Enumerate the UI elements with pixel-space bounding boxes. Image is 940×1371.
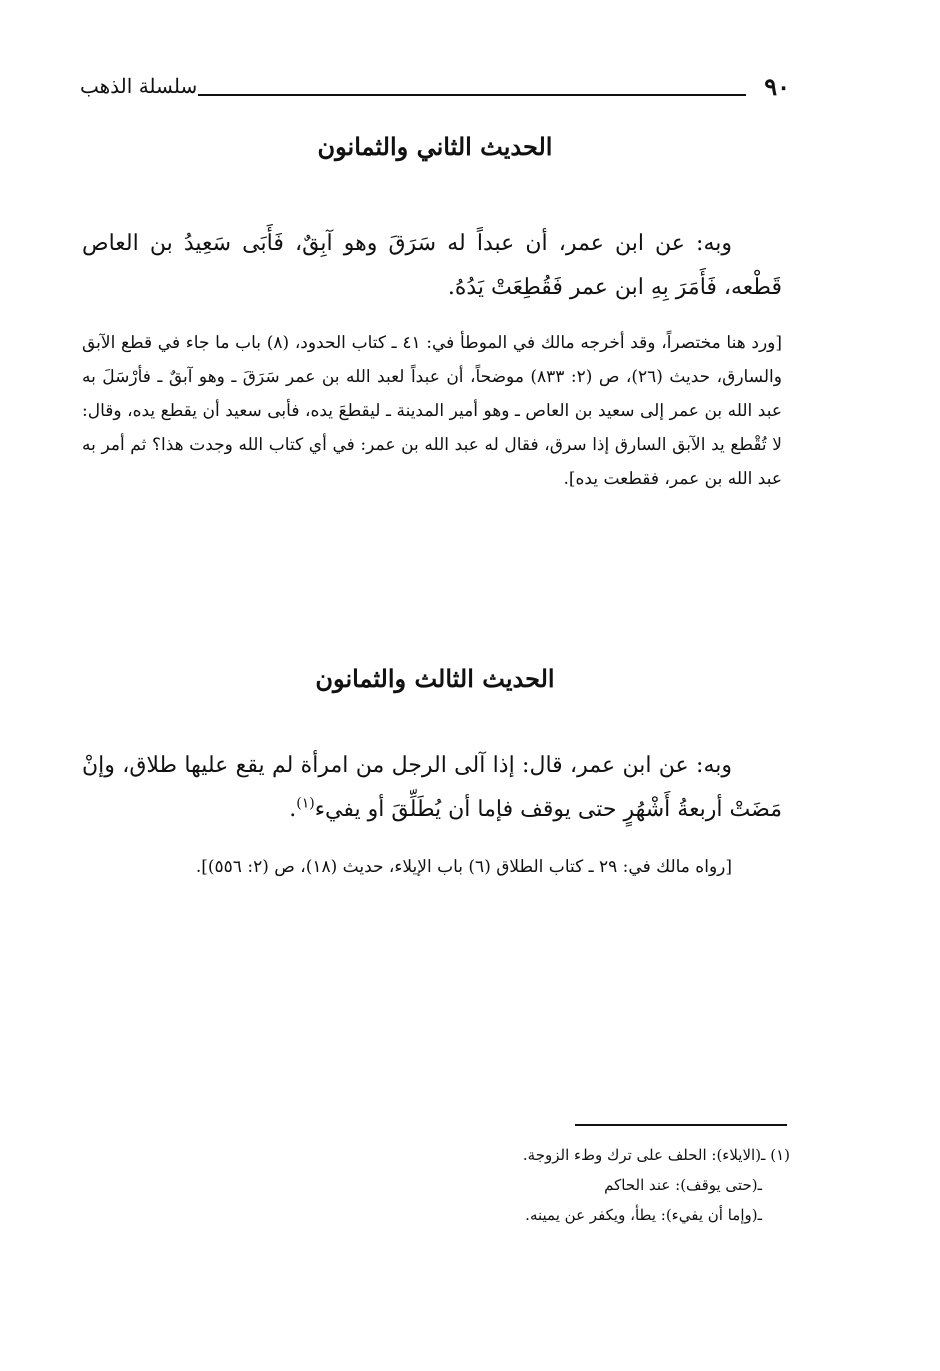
- footnote-rule: [575, 1124, 787, 1126]
- footnotes: [380, 1140, 790, 1230]
- hadith-82-note-body: [ورد هنا مختصراً، وقد أخرجه مالك في الموطأ في: ٤١ ـ كتاب الحدود، (٨) باب ما جاء في قطع الآبق والسارق، حديث (٢٦)، ص (٢: ٨٣٣) موضحاً، أن عبداً لعبد الله بن عمر سَرَقَ ـ وهو آبقٌ ـ فأرْسَلَ به عبد الله بن عمر إلى سعيد بن العاص ـ وهو أمير المدينة ـ ليقطعَ يده، فأبى سعيد أن يقطع يده، وقال: لا تُقْطع يد الآبق السارق إذا سرق، فقال له عبد الله بن عمر: في أي كتاب الله وجدت هذا؟ ثم أمر به عبد الله بن عمر، فقطعت يده].: [82, 333, 783, 489]
- hadith-82-note: [82, 326, 782, 496]
- hadith-82-text-body: وبه: عن ابن عمر، أن عبداً له سَرَقَ وهو آبِقٌ، فَأَبَى سَعِيدُ بن العاص قَطْعه، فَأَمَرَ بِهِ ابن عمر فَقُطِعَتْ يَدُهُ.: [82, 231, 782, 300]
- hadith-83-text-body: وبه: عن ابن عمر، قال: إذا آلى الرجل من امرأة لم يقع عليها طلاق، وإنْ مَضَتْ أربعةُ أَشْهُرٍ حتى يوقف فإما أن يُطَلِّقَ أو يفيء: [82, 753, 782, 822]
- footnote-1-line-2: ـ(حتى يوقف): عند الحاكم: [604, 1176, 762, 1194]
- book-title: سلسلة الذهب: [80, 74, 198, 98]
- hadith-83-title: الحديث الثالث والثمانون: [315, 664, 555, 693]
- page-number: ٩٠: [764, 72, 790, 101]
- running-header: [80, 72, 790, 108]
- hadith-82-title: الحديث الثاني والثمانون: [317, 132, 553, 161]
- hadith-83-note: [82, 850, 782, 884]
- footnote-ref[interactable]: (١): [296, 795, 315, 812]
- header-rule: [198, 94, 746, 96]
- hadith-83-text: وبه: عن ابن عمر، قال: إذا آلى الرجل من امرأة لم يقع عليها طلاق، وإنْ مَضَتْ أربعةُ أَشْهُرٍ حتى يوقف فإما أن يُطَلِّقَ أو يفيء$^{(١)}$.: [82, 753, 782, 822]
- hadith-82-text: [82, 222, 782, 310]
- hadith-83-note-body: [رواه مالك في: ٢٩ ـ كتاب الطلاق (٦) باب الإيلاء، حديث (١٨)، ص (٢: ٥٥٦)].: [195, 857, 732, 877]
- footnote-1-line-3: ـ(وإما أن يفيء): يطأ، ويكفر عن يمينه.: [525, 1206, 762, 1224]
- footnote-1: (١) ـ(الايلاء): الحلف على ترك وطء الزوجة.: [522, 1146, 790, 1164]
